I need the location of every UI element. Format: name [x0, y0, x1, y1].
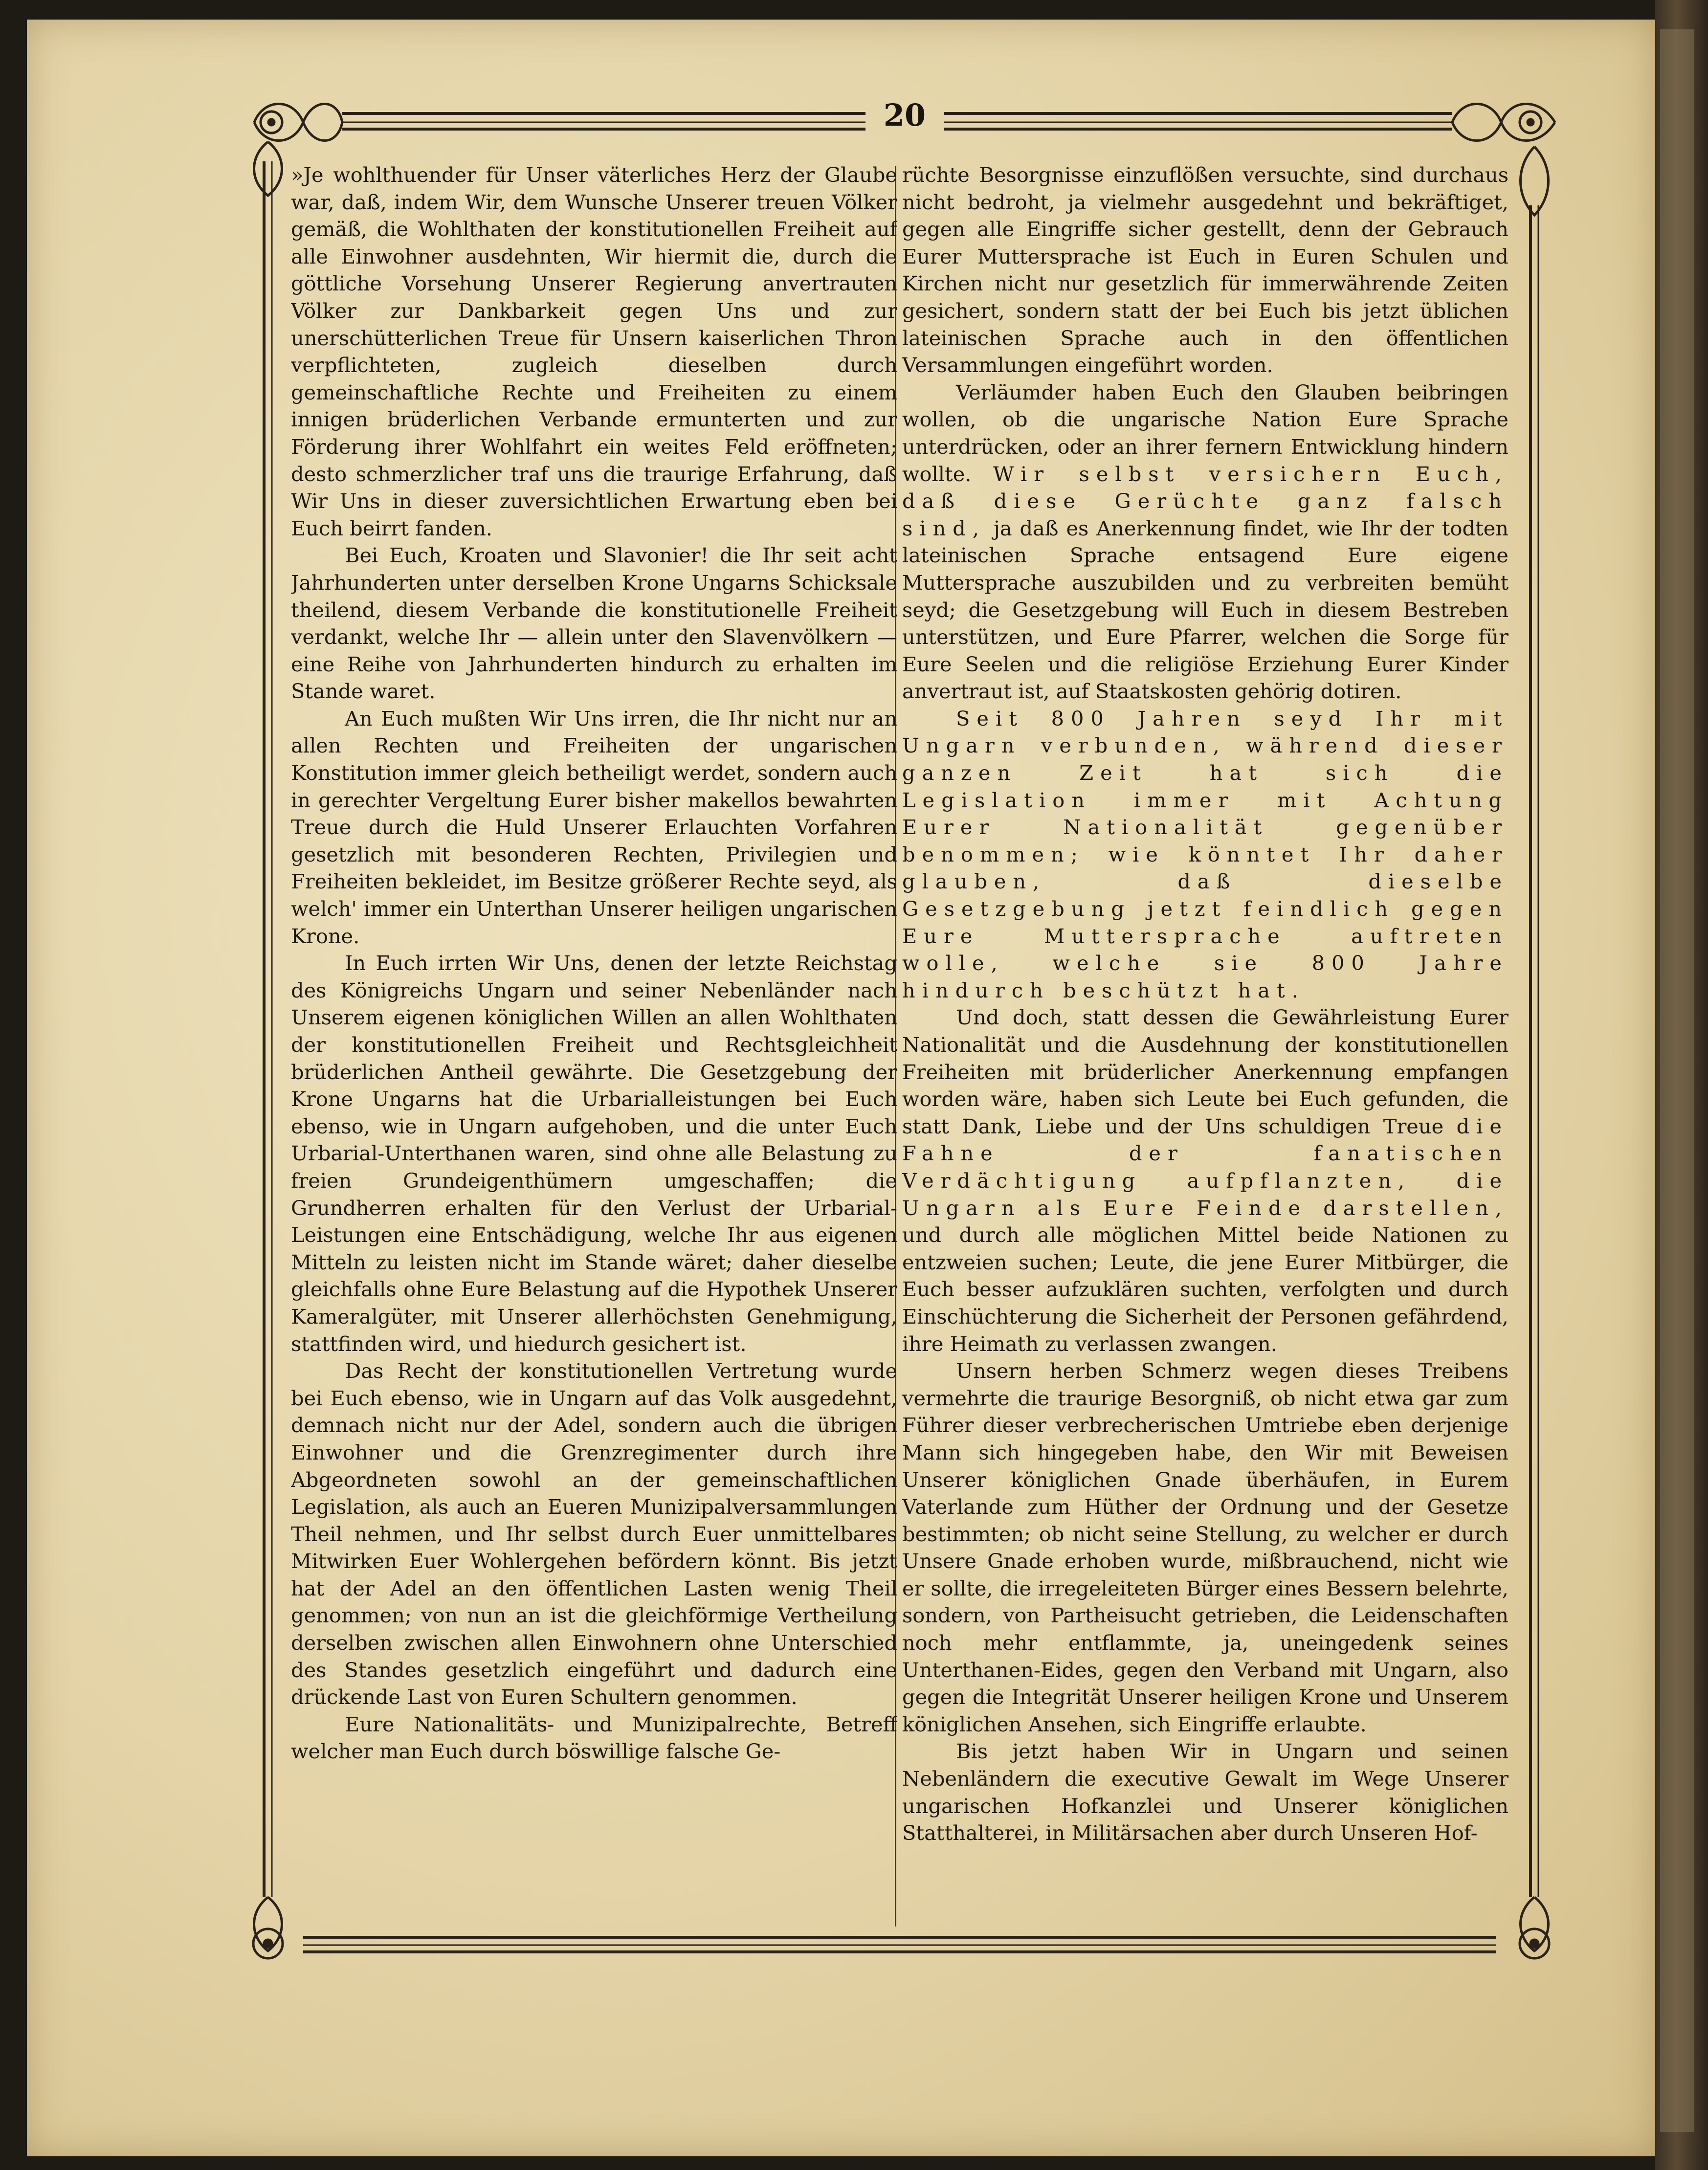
- page-number: 20: [883, 97, 926, 133]
- text-segment: Und doch, statt dessen die Gewährleistung Eurer Nationalität und die Ausdehnung der konstitutionellen Freiheiten mit brüderlicher Anerkennung empfangen worden wäre, haben sich Leute bei Euch gefunden, die statt Dank, Liebe und der Uns schuldigen Treue: [902, 1005, 1508, 1138]
- text-segment: ja daß es Anerkennung findet, wie Ihr der todten lateinischen Sprache entsagend Eure eigene Muttersprache auszubilden und zu verbreiten bemüht seyd; die Gesetzgebung will Euch in diesem Bestreben unterstützen, und Eure Pfarrer, welchen die Sorge für Eure Seelen und die religiöse Erziehung Eurer Kinder anvertraut ist, auf Staatskosten gehörig dotiren.: [902, 516, 1508, 704]
- text-segment: und durch alle möglichen Mittel beide Nationen zu entzweien suchen; Leute, die jene Eurer Mitbürger, die Euch besser aufzuklären suchten, verfolgten und durch Einschüchterung die Sicherheit der Personen gefährdend, ihre Heimath zu verlassen zwangen.: [902, 1223, 1508, 1356]
- spaced-paragraph: Seit 800 Jahren seyd Ihr mit Ungarn verbunden, während dieser ganzen Zeit hat sich die Legislation immer mit Achtung Eurer Nationalität gegenüber benommen; wie könntet Ihr daher glauben, daß dieselbe Gesetzgebung jetzt feindlich gegen Eure Muttersprache auftreten wolle, welche sie 800 Jahre hindurch beschützt hat.: [902, 706, 1508, 1002]
- paragraph: »Je wohlthuender für Unser väterliches Herz der Glaube war, daß, indem Wir, dem Wunsche Unserer treuen Völker gemäß, die Wohlthaten der konstitutionellen Freiheit auf alle Einwohner ausdehnten, Wir hiermit die, durch die göttliche Vorsehung Unserer Regierung anvertrauten Völker zur Dankbarkeit gegen Uns und zur unerschütterlichen Treue für Unsern kaiserlichen Thron verpflichteten, zugleich dieselben durch gemeinschaftliche Rechte und Freiheiten zu einem innigen brüderlichen Verbande ermunterten und zur Förderung ihrer Wohlfahrt ein weites Feld eröffneten; desto schmerzlicher traf uns die traurige Erfahrung, daß Wir Uns in dieser zuversichtlichen Erwartung eben bei Euch beirrt fanden.: [291, 163, 897, 540]
- paragraph: rüchte Besorgnisse einzuflößen versuchte, sind durchaus nicht bedroht, ja vielmehr ausgedehnt und bekräftiget, gegen alle Eingriffe sicher gestellt, denn der Gebrauch Eurer Muttersprache ist Euch in Euren Schulen und Kirchen nicht nur gesetzlich für immerwährende Zeiten gesichert, sondern statt der bei Euch bis jetzt üblichen lateinischen Sprache auch in den öffentlichen Versammlungen eingeführt worden.: [902, 163, 1508, 377]
- left-column: [291, 161, 897, 1926]
- paragraph: Eure Nationalitäts- und Munizipalrechte, Betreff welcher man Euch durch böswillige falsche Ge-: [291, 1712, 897, 1764]
- paragraph: Bei Euch, Kroaten und Slavonier! die Ihr seit acht Jahrhunderten unter derselben Krone Ungarns Schicksale theilend, diesem Verbande die konstitutionelle Freiheit verdankt, welche Ihr — allein unter den Slavenvölkern — eine Reihe von Jahrhunderten hindurch zu erhalten im Stande waret.: [291, 543, 897, 704]
- paragraph: Unsern herben Schmerz wegen dieses Treibens vermehrte die traurige Besorgniß, ob nicht etwa gar zum Führer dieser verbrecherischen Umtriebe eben derjenige Mann sich hingegeben habe, den Wir mit Beweisen Unserer königlichen Gnade überhäufen, in Eurem Vaterlande zum Hüther der Ordnung und der Gesetze bestimmten; ob nicht seine Stellung, zu welcher er durch Unsere Gnade erhoben wurde, mißbrauchend, nicht wie er sollte, die irregeleiteten Bürger eines Bessern belehrte, sondern, von Partheisucht getrieben, die Leidenschaften noch mehr entflammte, ja, uneingedenk seines Unterthanen-Eides, gegen den Verband mit Ungarn, also gegen die Integrität Unserer heiligen Krone und Unserem königlichen Ansehen, sich Eingriffe erlaubte.: [902, 1359, 1508, 1736]
- paragraph: Das Recht der konstitutionellen Vertretung wurde bei Euch ebenso, wie in Ungarn auf das Volk ausgedehnt, demnach nicht nur der Adel, sondern auch die übrigen Einwohner und die Grenzregimenter durch ihre Abgeordneten sowohl an der gemeinschaftlichen Legislation, als auch an Eueren Munizipalversammlungen Theil nehmen, und Ihr selbst durch Euer unmittelbares Mitwirken Euer Wohlergehen befördern könnt. Bis jetzt hat der Adel an den öffentlichen Lasten wenig Theil genommen; von nun an ist die gleichförmige Vertheilung derselben zwischen allen Einwohnern ohne Unterschied des Standes gesetzlich eingeführt und dadurch eine drückende Last von Euren Schultern genommen.: [291, 1359, 897, 1709]
- text-segment: Verläumder haben Euch den Glauben beibringen wollen, ob die ungarische Nation Eure Sprache unterdrücken, oder an ihrer fernern Entwicklung hindern wollte.: [902, 380, 1508, 486]
- paragraph: An Euch mußten Wir Uns irren, die Ihr nicht nur an allen Rechten und Freiheiten der ungarischen Konstitution immer gleich betheiligt werdet, sondern auch in gerechter Vergeltung Eurer bisher makellos bewahrten Treue durch die Huld Unserer Erlauchten Vorfahren gesetzlich mit besonderen Rechten, Privilegien und Freiheiten bekleidet, im Besitze größerer Rechte seyd, als welch' immer ein Unterthan Unserer heiligen ungarischen Krone.: [291, 706, 897, 948]
- paragraph: In Euch irrten Wir Uns, denen der letzte Reichstag des Königreichs Ungarn und seiner Nebenländer nach Unserem eigenen königlichen Willen an allen Wohlthaten der konstitutionellen Freiheit und Rechtsgleichheit brüderlichen Antheil gewährte. Die Gesetzgebung der Krone Ungarns hat die Urbarialleistungen bei Euch ebenso, wie in Ungarn aufgehoben, und die unter Euch Urbarial-Unterthanen waren, sind ohne alle Belastung zu freien Grundeigenthümern umgeschaffen; die Grundherren erhalten für den Verlust der Urbarial-Leistungen eine Entschädigung, welche Ihr aus eigenen Mitteln zu leisten nicht im Stande wäret; daher dieselbe gleichfalls ohne Eure Belastung auf die Hypothek Unserer Kameralgüter, mit Unserer allerhöchsten Genehmigung, stattfinden wird, und hiedurch gesichert ist.: [291, 951, 897, 1356]
- right-column: [902, 161, 1508, 1926]
- paragraph: Bis jetzt haben Wir in Ungarn und seinen Nebenländern die executive Gewalt im Wege Unserer ungarischen Hofkanzlei und Unserer königlichen Statthalterei, in Militärsachen aber durch Unseren Hof-: [902, 1739, 1508, 1845]
- paragraph: [902, 1004, 1508, 1357]
- paragraph: [902, 379, 1508, 705]
- spaced-text-segment: die Fahne der fanatischen Verdächtigung aufpflanzten, die Ungarn als Eure Feinde darstellen,: [902, 1114, 1508, 1220]
- spaced-text-segment: Wir selbst versichern Euch, daß diese Gerüchte ganz falsch sind,: [902, 462, 1508, 540]
